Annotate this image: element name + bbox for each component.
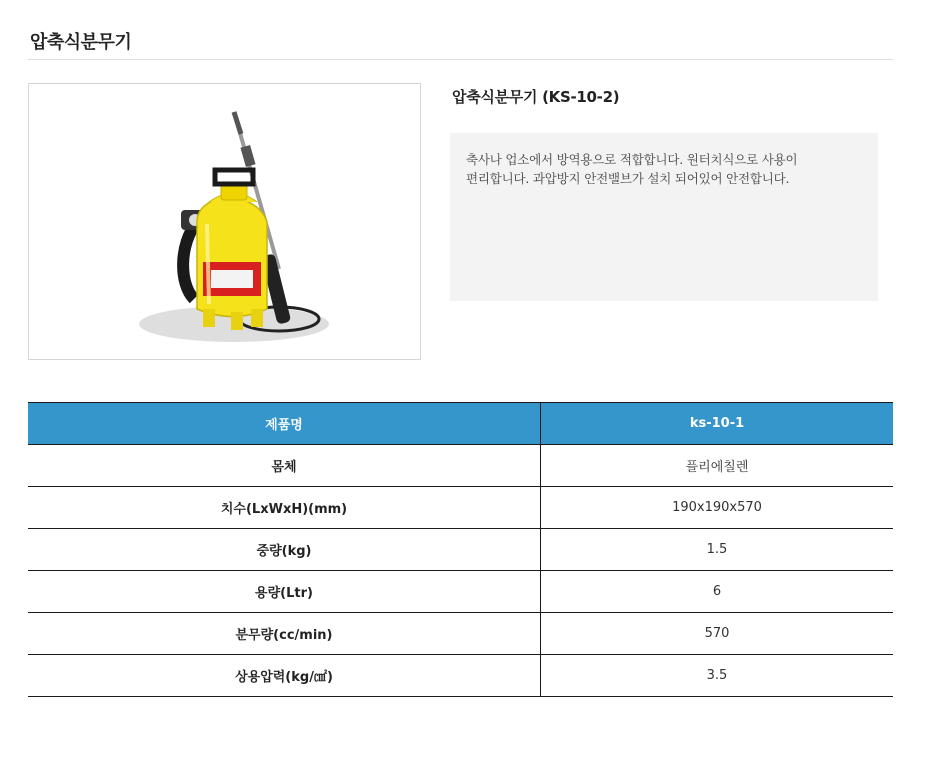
row-value: 플리에칠렌 bbox=[541, 445, 894, 487]
spec-table-header bbox=[28, 403, 893, 445]
product-image-frame bbox=[28, 83, 421, 360]
table-row bbox=[28, 445, 893, 487]
header-value: ks-10-1 bbox=[541, 403, 894, 445]
row-value: 1.5 bbox=[541, 529, 894, 571]
row-label: 치수(LxWxH)(mm) bbox=[28, 487, 541, 529]
row-value: 6 bbox=[541, 571, 894, 613]
row-label: 상용압력(kg/㎠) bbox=[28, 655, 541, 697]
row-value: 570 bbox=[541, 613, 894, 655]
table-row bbox=[28, 529, 893, 571]
title-divider bbox=[28, 59, 893, 60]
description-line: 축사나 업소에서 방역용으로 적합합니다. 원터치식으로 사용이 bbox=[466, 152, 798, 167]
strap bbox=[183, 222, 197, 299]
row-value: 3.5 bbox=[541, 655, 894, 697]
table-row bbox=[28, 487, 893, 529]
spec-table bbox=[28, 402, 893, 697]
page-title: 압축식분무기 bbox=[30, 32, 132, 53]
table-row bbox=[28, 571, 893, 613]
row-label: 분무량(cc/min) bbox=[28, 613, 541, 655]
row-label: 몸체 bbox=[28, 445, 541, 487]
product-description bbox=[450, 133, 878, 301]
table-row bbox=[28, 655, 893, 697]
row-label: 용량(Ltr) bbox=[28, 571, 541, 613]
row-label: 중량(kg) bbox=[28, 529, 541, 571]
row-value: 190x190x570 bbox=[541, 487, 894, 529]
table-row bbox=[28, 613, 893, 655]
description-line: 편리합니다. 과압방지 안전밸브가 설치 되어있어 안전합니다. bbox=[466, 171, 790, 186]
product-image bbox=[29, 84, 422, 361]
product-name: 압축식분무기 (KS-10-2) bbox=[452, 88, 620, 106]
header-label: 제품명 bbox=[28, 403, 541, 445]
